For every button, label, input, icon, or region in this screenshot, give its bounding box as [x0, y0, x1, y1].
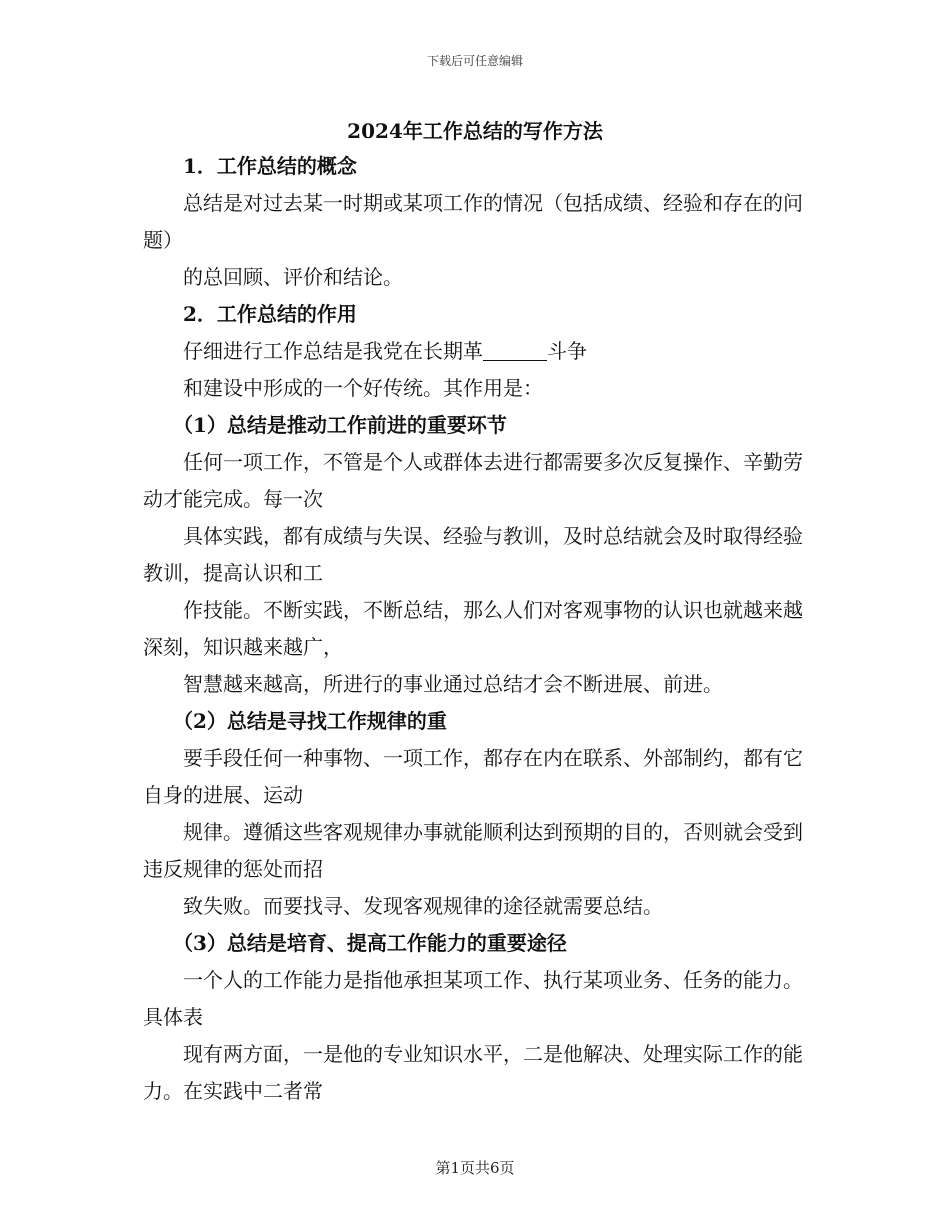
page-header-note: 下载后可任意编辑	[426, 54, 523, 68]
section-heading-1: 1．工作总结的概念	[183, 154, 357, 178]
page-footer-number: 第1页共6页	[435, 1159, 515, 1177]
fill-blank	[483, 340, 547, 361]
document-title: 2024年工作总结的写作方法	[347, 119, 603, 143]
section-heading-2: 2．工作总结的作用	[183, 302, 357, 326]
paragraph: 规律。遵循这些客观规律办事就能顺利达到预期的目的，否则就会受到违反规律的惩处而招	[143, 820, 803, 881]
paragraph: 要手段任何一种事物、一项工作，都存在内在联系、外部制约，都有它自身的进展、运动	[143, 746, 803, 807]
paragraph	[143, 333, 803, 370]
paragraph: 作技能。不断实践，不断总结，那么人们对客观事物的认识也就越来越深刻，知识越来越广，	[143, 598, 803, 659]
subsection-heading-1: （1）总结是推动工作前进的重要环节	[173, 413, 507, 437]
paragraph: 的总回顾、评价和结论。	[183, 265, 403, 289]
paragraph: 总结是对过去某一时期或某项工作的情况（包括成绩、经验和存在的问题）	[143, 191, 803, 252]
paragraph-text: 斗争	[547, 339, 587, 363]
document-body	[143, 148, 803, 1110]
paragraph: 现有两方面，一是他的专业知识水平，二是他解决、处理实际工作的能力。在实践中二者常	[143, 1042, 803, 1103]
paragraph: 一个人的工作能力是指他承担某项工作、执行某项业务、任务的能力。具体表	[143, 968, 803, 1029]
paragraph-text: 仔细进行工作总结是我党在长期革	[183, 339, 483, 363]
paragraph: 任何一项工作，不管是个人或群体去进行都需要多次反复操作、辛勤劳动才能完成。每一次	[143, 450, 803, 511]
subsection-heading-2: （2）总结是寻找工作规律的重	[173, 709, 447, 733]
paragraph: 具体实践，都有成绩与失误、经验与教训，及时总结就会及时取得经验教训，提高认识和工	[143, 524, 803, 585]
subsection-heading-3: （3）总结是培育、提高工作能力的重要途径	[173, 931, 567, 955]
paragraph: 智慧越来越高，所进行的事业通过总结才会不断进展、前进。	[183, 672, 723, 696]
paragraph: 致失败。而要找寻、发现客观规律的途径就需要总结。	[183, 894, 663, 918]
paragraph: 和建设中形成的一个好传统。其作用是：	[183, 376, 543, 400]
